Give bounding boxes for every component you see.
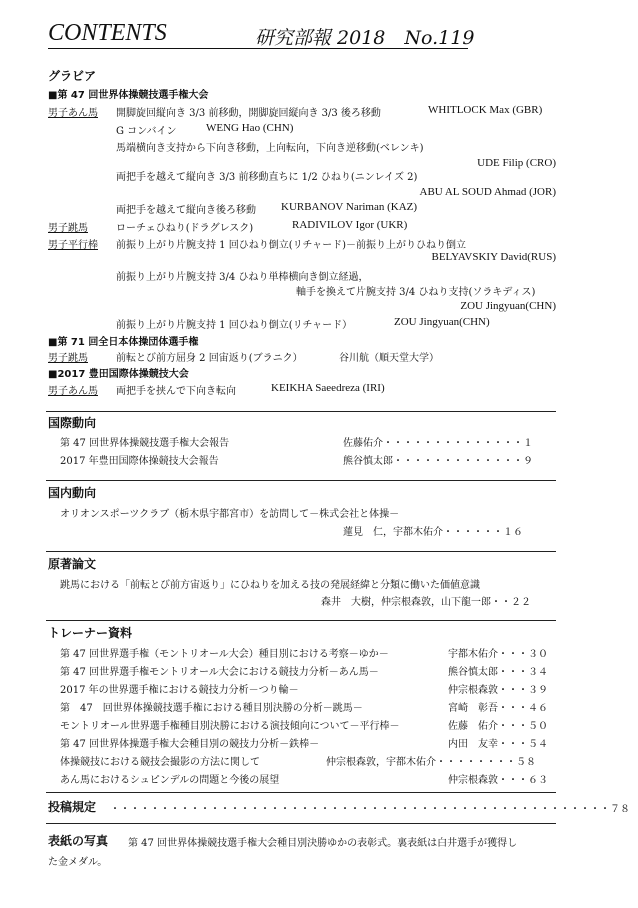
article-author: 内田 友幸・・・５４ — [448, 739, 548, 750]
cover-photo-text: た金メダル。 — [48, 857, 108, 868]
athlete-name: 谷川航（順天堂大学） — [339, 353, 439, 364]
section-rule — [46, 792, 556, 793]
submission-rules-leader: ・・・・・・・・・・・・・・・・・・・・・・・・・・・・・・・・・・・・・・・・・・・・・・・・・・７８ — [110, 804, 630, 815]
section-gravure-title: グラビア — [48, 69, 97, 83]
apparatus-label: 男子跳馬 — [48, 353, 88, 364]
apparatus-label: 男子あん馬 — [48, 108, 98, 119]
athlete-name: UDE Filip (CRO) — [477, 157, 556, 169]
article-title: 2017 年豊田国際体操競技大会報告 — [60, 456, 219, 467]
article-author: 熊谷慎太郎・・・３４ — [448, 667, 548, 678]
skill-description: 軸手を換えて片腕支持 3/4 ひねり支持(ソラキディス) — [296, 287, 536, 298]
skill-description: 前振り上がり片腕支持 1 回ひねり倒立(リチャード)－前振り上がりひねり倒立 — [116, 240, 467, 251]
article-author: 仲宗根森敦，宇都木佑介・・・・・・・・５８ — [326, 757, 536, 768]
athlete-name: KURBANOV Nariman (KAZ) — [281, 201, 418, 213]
athlete-name: RADIVILOV Igor (UKR) — [292, 219, 408, 231]
skill-description: 開脚旋回縦向き 3/3 前移動，開脚旋回縦向き 3/3 後ろ移動 — [116, 108, 381, 119]
article-author: 宮崎 彰吾・・・４６ — [448, 703, 548, 714]
section-rule — [46, 823, 556, 824]
skill-description: 前転とび前方屈身 2 回宙返り(ブラニク） — [116, 353, 303, 364]
section-paper-title: 原著論文 — [48, 557, 97, 571]
contents-title: CONTENTS — [48, 20, 167, 46]
cover-photo-text: 第 47 回世界体操競技選手権大会種目別決勝ゆかの表彰式。裏表紙は白井選手が獲得し — [128, 838, 518, 849]
section-domestic-title: 国内動向 — [48, 486, 97, 500]
article-title: 第 47 回世界体操選手権大会種目別の競技力分析－鉄棒－ — [60, 739, 320, 750]
skill-description: ローチェひねり(ドラグレスク) — [116, 223, 254, 234]
article-title: 第 47 回世界選手権（モントリオール大会）種目別における考察－ゆか－ — [60, 649, 389, 660]
skill-description: 両把手を越えて縦向き後ろ移動 — [116, 205, 256, 216]
article-author: 佐藤 佑介・・・５０ — [448, 721, 548, 732]
apparatus-label: 男子平行棒 — [48, 240, 98, 251]
apparatus-label: 男子あん馬 — [48, 386, 98, 397]
athlete-name: KEIKHA Saeedreza (IRI) — [271, 382, 385, 394]
article-author: 仲宗根森敦・・・３９ — [448, 685, 548, 696]
skill-description: 前振り上がり片腕支持 1 回ひねり倒立(リチャード） — [116, 320, 353, 331]
section-trainer-title: トレーナー資料 — [48, 626, 133, 640]
article-title: 第 47 回世界体操競技選手権における種目別決勝の分析－跳馬－ — [60, 703, 363, 714]
article-title: 跳馬における「前転とび前方宙返り」にひねりを加える技の発展経緯と分類に働いた価値意識 — [60, 580, 480, 591]
header-rule — [48, 48, 468, 49]
article-author: 宇都木佑介・・・３０ — [448, 649, 548, 660]
athlete-name: BELYAVSKIY David(RUS) — [431, 251, 556, 263]
article-title: 体操競技における競技会撮影の方法に関して — [60, 757, 260, 768]
article-author: 森井 大樹，仲宗根森敦，山下龍一郎・・２２ — [321, 597, 531, 608]
article-author: 仲宗根森敦・・・６３ — [448, 775, 548, 786]
athlete-name: ABU AL SOUD Ahmad (JOR) — [419, 186, 556, 198]
apparatus-label: 男子跳馬 — [48, 223, 88, 234]
section-rule — [46, 411, 556, 412]
athlete-name: WENG Hao (CHN) — [206, 122, 294, 134]
event-heading: ■第 47 回世界体操競技選手権大会 — [48, 90, 209, 101]
article-author: 蓮見 仁，宇都木佑介・・・・・・１６ — [343, 527, 523, 538]
section-rule — [46, 480, 556, 481]
article-author: 熊谷慎太郎・・・・・・・・・・・・・９ — [343, 456, 533, 467]
cover-photo-label: 表紙の写真 — [48, 834, 109, 848]
article-title: 第 47 回世界選手権モントリオール大会における競技力分析－あん馬－ — [60, 667, 379, 678]
athlete-name: ZOU Jingyuan(CHN) — [394, 316, 490, 328]
skill-description: 両把手を越えて縦向き 3/3 前移動直ちに 1/2 ひねり(ニンレイズ 2) — [116, 172, 418, 183]
skill-description: 両把手を挟んで下向き転向 — [116, 386, 236, 397]
athlete-name: ZOU Jingyuan(CHN) — [460, 300, 556, 312]
section-intl-title: 国際動向 — [48, 416, 97, 430]
article-title: 2017 年の世界選手権における競技力分析－つり輪－ — [60, 685, 299, 696]
article-title: あん馬におけるシュピンデルの問題と今後の展望 — [60, 775, 280, 786]
article-author: 佐藤佑介・・・・・・・・・・・・・・１ — [343, 438, 533, 449]
issue-label: 研究部報 2018 No.119 — [255, 27, 475, 49]
section-rule — [46, 551, 556, 552]
submission-rules-label: 投稿規定 — [48, 800, 97, 814]
athlete-name: WHITLOCK Max (GBR) — [428, 104, 543, 116]
article-title: オリオンスポーツクラブ（栃木県宇都宮市）を訪問して－株式会社と体操－ — [60, 509, 400, 520]
skill-description: 馬端横向き支持から下向き移動，上向転向，下向き逆移動(ベレンキ) — [116, 143, 424, 154]
section-rule — [46, 620, 556, 621]
article-title: 第 47 回世界体操競技選手権大会報告 — [60, 438, 230, 449]
skill-description: 前振り上がり片腕支持 3/4 ひねり単棒横向き倒立経過， — [116, 272, 369, 283]
skill-description: G コンバイン — [116, 126, 177, 137]
article-title: モントリオール世界選手権種目別決勝における演技傾向について－平行棒－ — [60, 721, 400, 732]
event-heading: ■第 71 回全日本体操団体選手権 — [48, 337, 199, 348]
event-heading: ■2017 豊田国際体操競技大会 — [48, 369, 189, 380]
